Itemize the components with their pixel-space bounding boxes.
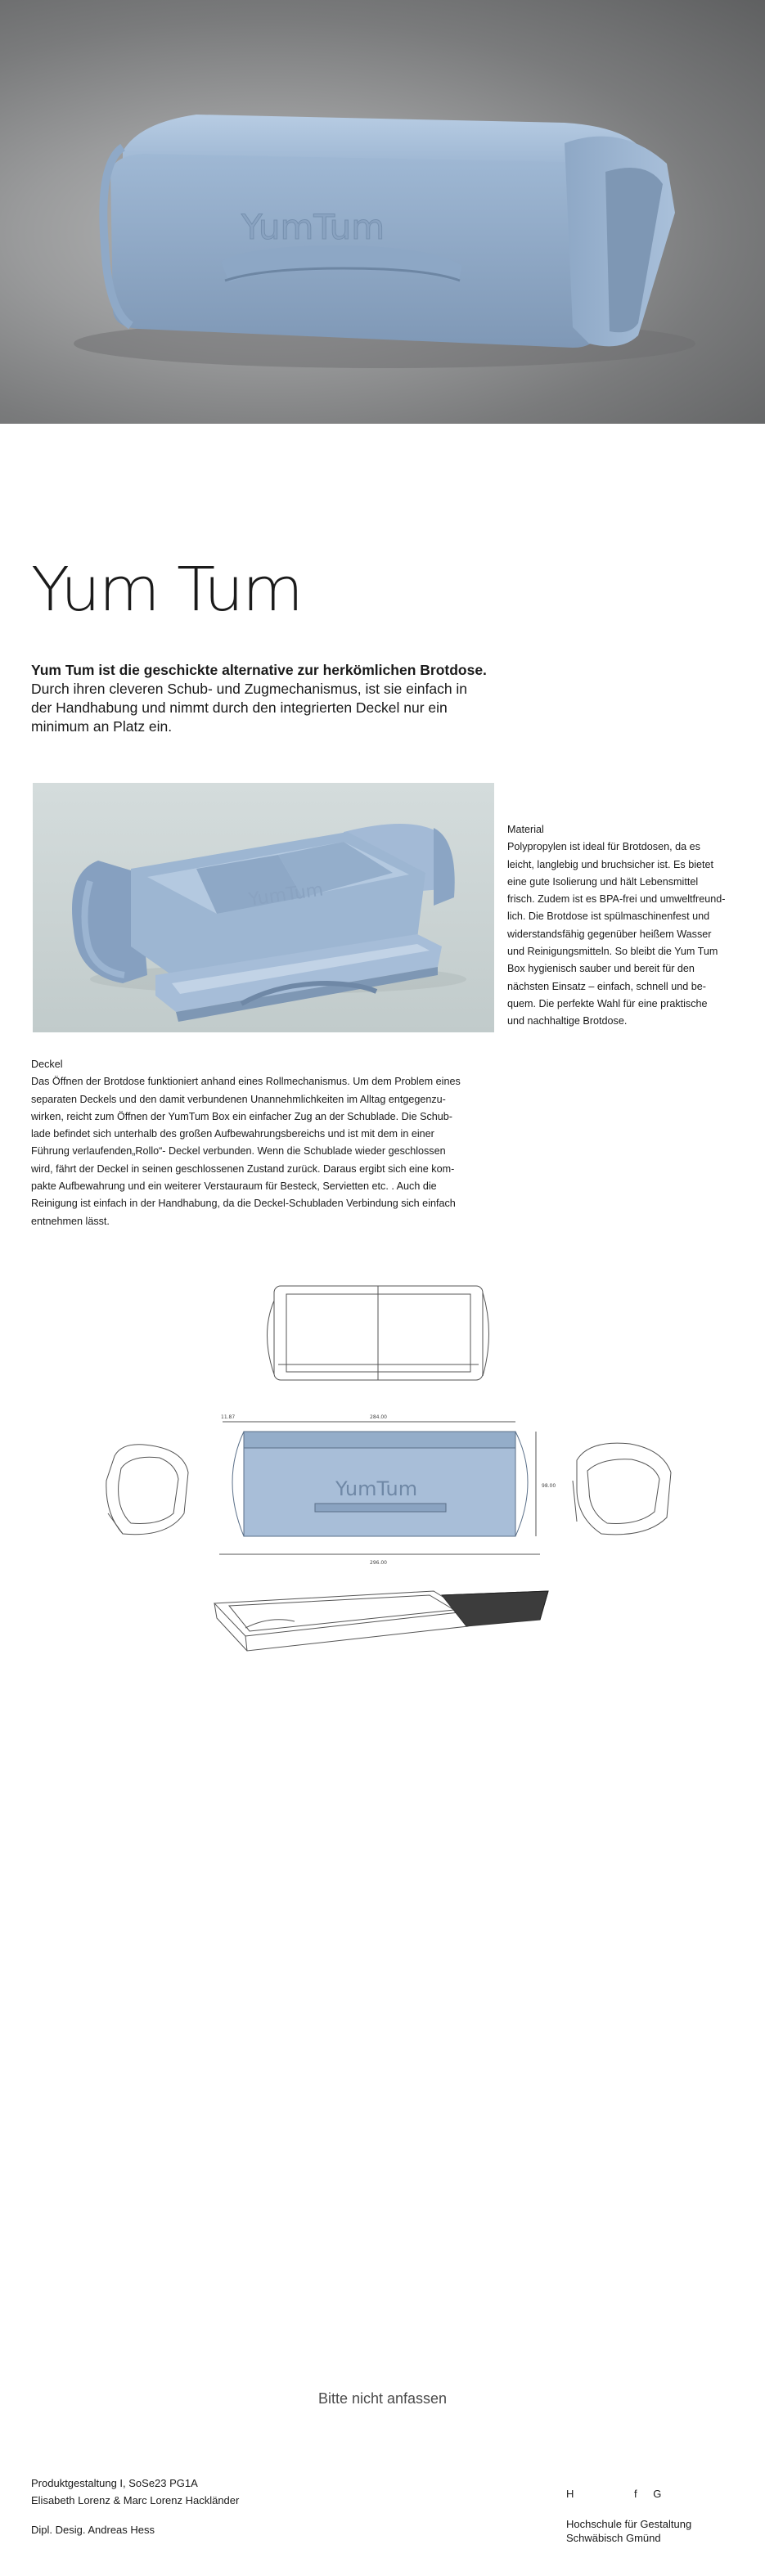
open-box-render bbox=[33, 783, 494, 1032]
deckel-line: entnehmen lässt. bbox=[31, 1215, 110, 1227]
deckel-line: Führung verlaufenden„Rollo“- Deckel verbunden. Wenn die Schublade wieder geschlossen bbox=[31, 1145, 446, 1158]
isometric-drawer-drawing bbox=[214, 1591, 548, 1651]
footer-authors: Elisabeth Lorenz & Marc Lorenz Hackländer bbox=[31, 2494, 240, 2506]
school-logo-letter: G bbox=[653, 2488, 662, 2500]
open-box-logo-emboss: YumTum bbox=[247, 879, 325, 910]
school-logo-letter: f bbox=[634, 2488, 637, 2500]
hero-product-render bbox=[0, 0, 765, 424]
dim-label: 98.00 bbox=[542, 1483, 556, 1489]
deckel-section bbox=[31, 1056, 497, 1230]
top-view-drawing bbox=[268, 1286, 489, 1380]
intro-text bbox=[31, 661, 489, 736]
front-view-drawing bbox=[219, 1414, 556, 1566]
hero-logo-emboss: YumTum bbox=[241, 207, 385, 247]
school-logo-letter: H bbox=[566, 2488, 574, 2500]
technical-drawing-views bbox=[0, 1268, 765, 1661]
material-line: lich. Die Brotdose ist spülmaschinenfest und bbox=[507, 910, 710, 923]
material-line: Box hygienisch sauber und bereit für den bbox=[507, 963, 695, 975]
material-section bbox=[507, 821, 736, 1031]
material-title: Material bbox=[507, 824, 544, 835]
deckel-line: wirken, reicht zum Öffnen der YumTum Box ein einfacher Zug an der Schublade. Die Schub- bbox=[31, 1110, 452, 1122]
deckel-line: lade befindet sich unterhalb des großen Aufbewahrungsbereichs und ist mit dem in einer bbox=[31, 1128, 434, 1140]
left-side-view-drawing bbox=[106, 1445, 188, 1535]
intro-headline: Yum Tum ist die geschickte alternative zur herkömlichen Brotdose. bbox=[31, 662, 487, 678]
dim-label: 284.00 bbox=[370, 1414, 387, 1420]
footer-professor: Dipl. Desig. Andreas Hess bbox=[31, 2524, 155, 2536]
material-line: frisch. Zudem ist es BPA-frei und umweltfreund- bbox=[507, 893, 726, 906]
open-box-illustration bbox=[33, 783, 494, 1032]
intro-body: Durch ihren cleveren Schub- und Zugmechanismus, ist sie einfach in der Handhabung und nimmt durch den integrierten Deckel nur ein minimum an Platz ein. bbox=[31, 681, 468, 735]
drawing-logo: YumTum bbox=[335, 1477, 418, 1500]
deckel-title: Deckel bbox=[31, 1059, 63, 1070]
breadbox-render bbox=[0, 0, 765, 424]
school-logo bbox=[566, 2487, 661, 2501]
technical-drawings bbox=[0, 1268, 765, 1661]
material-line: eine gute Isolierung und hält Lebensmittel bbox=[507, 875, 699, 888]
deckel-line: wird, fährt der Deckel in seinen geschlossenen Zustand zurück. Daraus ergibt sich eine kom- bbox=[31, 1162, 455, 1175]
dim-label: 296.00 bbox=[370, 1560, 387, 1566]
do-not-touch-notice: Bitte nicht anfassen bbox=[317, 2390, 448, 2407]
deckel-line: Das Öffnen der Brotdose funktioniert anhand eines Rollmechanismus. Um dem Problem eines bbox=[31, 1076, 461, 1088]
material-line: quem. Die perfekte Wahl für eine praktische bbox=[507, 997, 708, 1009]
material-line: Polypropylen ist ideal für Brotdosen, da es bbox=[507, 841, 700, 853]
footer-course: Produktgestaltung I, SoSe23 PG1A bbox=[31, 2477, 198, 2489]
school-name-line1: Hochschule für Gestaltung bbox=[566, 2518, 692, 2530]
brand-logo: Yum Tum bbox=[31, 555, 302, 625]
school-name-line2: Schwäbisch Gmünd bbox=[566, 2532, 661, 2544]
deckel-line: pakte Aufbewahrung und ein weiterer Verstauraum für Besteck, Servietten etc. . Auch die bbox=[31, 1180, 437, 1193]
material-line: leicht, langlebig und bruchsicher ist. Es bietet bbox=[507, 858, 714, 870]
material-line: widerstandsfähig gegenüber heißem Wasser bbox=[507, 928, 712, 940]
right-side-view-drawing bbox=[573, 1443, 671, 1535]
dim-label: 11.87 bbox=[221, 1414, 236, 1420]
deckel-line: Reinigung ist einfach in der Handhabung, da die Deckel-Schubladen Verbindung sich einfach bbox=[31, 1198, 456, 1210]
material-line: nächsten Einsatz – einfach, schnell und be- bbox=[507, 980, 706, 992]
material-line: und Reinigungsmitteln. So bleibt die Yum Tum bbox=[507, 946, 718, 958]
deckel-line: separaten Deckels und den damit verbundenen Unannehmlichkeiten im Alltag entgegenzu- bbox=[31, 1093, 446, 1105]
material-line: und nachhaltige Brotdose. bbox=[507, 1015, 628, 1027]
